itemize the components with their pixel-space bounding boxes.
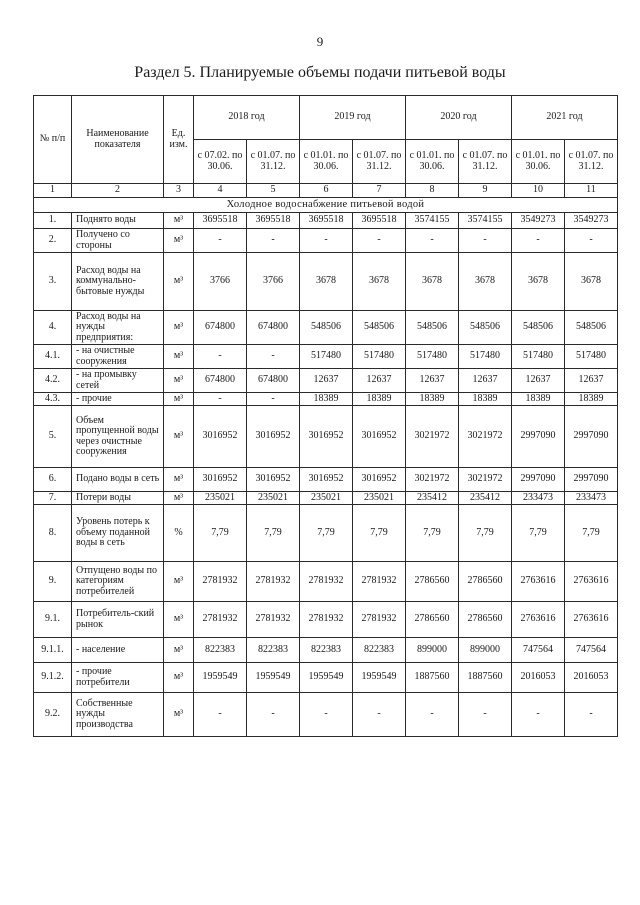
header-period: с 01.07. по 31.12. — [247, 140, 300, 184]
row-value: 3016952 — [247, 406, 300, 468]
row-value: - — [459, 693, 512, 737]
row-value: 233473 — [512, 492, 565, 505]
row-value: 2763616 — [512, 562, 565, 602]
row-value: 3766 — [247, 253, 300, 311]
row-value: 674800 — [247, 369, 300, 393]
row-unit: м³ — [164, 311, 194, 345]
row-number: 9.1.1. — [34, 638, 72, 663]
row-value: 1959549 — [353, 663, 406, 693]
row-value: 3016952 — [247, 468, 300, 492]
row-name: Расход воды на коммунально-бытовые нужды — [72, 253, 164, 311]
row-value: 12637 — [353, 369, 406, 393]
row-value: - — [247, 693, 300, 737]
table-row — [34, 253, 618, 311]
row-value: 822383 — [247, 638, 300, 663]
row-value: 18389 — [406, 393, 459, 406]
row-value: - — [247, 393, 300, 406]
row-value: - — [247, 345, 300, 369]
row-value: 3021972 — [459, 406, 512, 468]
row-value: - — [512, 693, 565, 737]
row-name: Объем пропущенной воды через очистные сооружения — [72, 406, 164, 468]
row-value: 3021972 — [406, 468, 459, 492]
row-value: 3678 — [459, 253, 512, 311]
row-value: 517480 — [353, 345, 406, 369]
row-value: 3549273 — [565, 213, 618, 229]
page-title: Раздел 5. Планируемые объемы подачи питьевой воды — [134, 64, 506, 81]
row-value: 3574155 — [406, 213, 459, 229]
row-value: 2763616 — [565, 602, 618, 638]
row-value: 18389 — [459, 393, 512, 406]
col-index: 1 — [34, 184, 72, 198]
row-value: - — [194, 393, 247, 406]
row-value: 822383 — [194, 638, 247, 663]
row-value: 235412 — [459, 492, 512, 505]
row-value: 517480 — [512, 345, 565, 369]
col-index: 2 — [72, 184, 164, 198]
row-value: - — [194, 693, 247, 737]
row-value: 2786560 — [406, 602, 459, 638]
row-value: 3678 — [565, 253, 618, 311]
row-value: - — [406, 693, 459, 737]
table-row — [34, 602, 618, 638]
table-row — [34, 693, 618, 737]
row-value: 2763616 — [565, 562, 618, 602]
row-value: 3695518 — [300, 213, 353, 229]
row-number: 5. — [34, 406, 72, 468]
row-value: 2781932 — [194, 602, 247, 638]
row-unit: м³ — [164, 406, 194, 468]
col-index: 11 — [565, 184, 618, 198]
row-name: - прочие — [72, 393, 164, 406]
table-row — [34, 393, 618, 406]
row-unit: м³ — [164, 638, 194, 663]
row-value: 18389 — [565, 393, 618, 406]
row-value: 747564 — [565, 638, 618, 663]
section-title: Холодное водоснабжение питьевой водой — [34, 198, 618, 213]
row-value: 3678 — [300, 253, 353, 311]
row-value: 3021972 — [459, 468, 512, 492]
row-value: 7,79 — [512, 505, 565, 562]
row-value: - — [300, 229, 353, 253]
row-value: 674800 — [194, 369, 247, 393]
row-value: 548506 — [512, 311, 565, 345]
row-value: 2997090 — [565, 406, 618, 468]
row-value: - — [353, 693, 406, 737]
table-row — [34, 663, 618, 693]
table-row — [34, 406, 618, 468]
table-row — [34, 369, 618, 393]
row-name: Уровень потерь к объему поданной воды в сеть — [72, 505, 164, 562]
table-row — [34, 311, 618, 345]
table-row — [34, 229, 618, 253]
row-unit: м³ — [164, 663, 194, 693]
row-value: 1959549 — [194, 663, 247, 693]
row-value: - — [247, 229, 300, 253]
row-value: 7,79 — [565, 505, 618, 562]
row-value: 18389 — [353, 393, 406, 406]
row-value: 2781932 — [353, 602, 406, 638]
row-value: 3695518 — [247, 213, 300, 229]
row-number: 9.2. — [34, 693, 72, 737]
row-value: 2016053 — [565, 663, 618, 693]
col-index: 9 — [459, 184, 512, 198]
row-value: 674800 — [194, 311, 247, 345]
row-number: 3. — [34, 253, 72, 311]
row-value: 235021 — [353, 492, 406, 505]
row-value: 12637 — [459, 369, 512, 393]
header-period: с 01.01. по 30.06. — [300, 140, 353, 184]
header-period: с 01.07. по 31.12. — [353, 140, 406, 184]
row-value: 1959549 — [300, 663, 353, 693]
row-name: Расход воды на нужды предприятия: — [72, 311, 164, 345]
row-value: 548506 — [406, 311, 459, 345]
row-value: 12637 — [565, 369, 618, 393]
col-index: 3 — [164, 184, 194, 198]
row-unit: м³ — [164, 562, 194, 602]
row-value: 3695518 — [353, 213, 406, 229]
row-name: - население — [72, 638, 164, 663]
row-value: - — [194, 229, 247, 253]
row-number: 7. — [34, 492, 72, 505]
row-value: 7,79 — [406, 505, 459, 562]
row-value: - — [459, 229, 512, 253]
header-period: с 01.07. по 31.12. — [565, 140, 618, 184]
row-name: Потребитель-ский рынок — [72, 602, 164, 638]
row-value: 517480 — [565, 345, 618, 369]
row-unit: % — [164, 505, 194, 562]
row-value: 18389 — [300, 393, 353, 406]
row-value: 747564 — [512, 638, 565, 663]
header-year-2021: 2021 год — [512, 96, 618, 140]
row-value: 2786560 — [459, 562, 512, 602]
col-index: 7 — [353, 184, 406, 198]
row-value: 7,79 — [459, 505, 512, 562]
header-period: с 07.02. по 30.06. — [194, 140, 247, 184]
page-number: 9 — [316, 34, 324, 49]
row-value: 3016952 — [353, 468, 406, 492]
row-number: 6. — [34, 468, 72, 492]
header-year-2018: 2018 год — [194, 96, 300, 140]
row-name: Потери воды — [72, 492, 164, 505]
row-number: 8. — [34, 505, 72, 562]
water-supply-table — [33, 95, 618, 737]
row-number: 9. — [34, 562, 72, 602]
row-unit: м³ — [164, 253, 194, 311]
row-value: 899000 — [459, 638, 512, 663]
row-name: Получено со стороны — [72, 229, 164, 253]
row-number: 4.3. — [34, 393, 72, 406]
row-value: 548506 — [459, 311, 512, 345]
row-value: 1887560 — [406, 663, 459, 693]
row-value: 2786560 — [406, 562, 459, 602]
row-number: 4. — [34, 311, 72, 345]
row-unit: м³ — [164, 693, 194, 737]
row-value: 7,79 — [353, 505, 406, 562]
row-value: 3695518 — [194, 213, 247, 229]
header-name: Наименование показателя — [72, 96, 164, 184]
row-value: 2997090 — [512, 406, 565, 468]
row-unit: м³ — [164, 213, 194, 229]
row-value: 517480 — [300, 345, 353, 369]
col-index: 5 — [247, 184, 300, 198]
row-value: - — [565, 229, 618, 253]
row-value: 3766 — [194, 253, 247, 311]
row-value: 548506 — [300, 311, 353, 345]
row-unit: м³ — [164, 345, 194, 369]
row-value: 235412 — [406, 492, 459, 505]
row-value: 1887560 — [459, 663, 512, 693]
table-row — [34, 492, 618, 505]
header-period: с 01.07. по 31.12. — [459, 140, 512, 184]
row-value: 235021 — [194, 492, 247, 505]
table-row — [34, 213, 618, 229]
row-name: Собственные нужды производства — [72, 693, 164, 737]
row-value: 12637 — [406, 369, 459, 393]
col-index: 10 — [512, 184, 565, 198]
row-value: 3549273 — [512, 213, 565, 229]
row-value: 3678 — [512, 253, 565, 311]
row-value: - — [353, 229, 406, 253]
row-value: - — [194, 345, 247, 369]
row-value: 3016952 — [300, 406, 353, 468]
row-value: 2781932 — [353, 562, 406, 602]
row-unit: м³ — [164, 393, 194, 406]
row-name: - на очистные сооружения — [72, 345, 164, 369]
row-value: 2997090 — [565, 468, 618, 492]
row-number: 1. — [34, 213, 72, 229]
row-number: 9.1.2. — [34, 663, 72, 693]
row-value: 2781932 — [194, 562, 247, 602]
row-unit: м³ — [164, 369, 194, 393]
row-value: 12637 — [300, 369, 353, 393]
header-num: № п/п — [34, 96, 72, 184]
col-index: 4 — [194, 184, 247, 198]
row-unit: м³ — [164, 229, 194, 253]
col-index: 6 — [300, 184, 353, 198]
table-row — [34, 505, 618, 562]
header-year-2019: 2019 год — [300, 96, 406, 140]
header-period: с 01.01. по 30.06. — [512, 140, 565, 184]
table-row — [34, 468, 618, 492]
row-name: - на промывку сетей — [72, 369, 164, 393]
row-value: 2781932 — [247, 562, 300, 602]
row-value: 3021972 — [406, 406, 459, 468]
header-unit: Ед. изм. — [164, 96, 194, 184]
row-value: 12637 — [512, 369, 565, 393]
row-value: 822383 — [353, 638, 406, 663]
row-value: 517480 — [406, 345, 459, 369]
row-value: 517480 — [459, 345, 512, 369]
row-value: 548506 — [353, 311, 406, 345]
header-year-2020: 2020 год — [406, 96, 512, 140]
row-value: 2781932 — [300, 562, 353, 602]
row-number: 2. — [34, 229, 72, 253]
row-value: - — [565, 693, 618, 737]
row-value: 1959549 — [247, 663, 300, 693]
row-number: 4.2. — [34, 369, 72, 393]
row-value: 7,79 — [194, 505, 247, 562]
header-period: с 01.01. по 30.06. — [406, 140, 459, 184]
row-value: 822383 — [300, 638, 353, 663]
row-value: 2763616 — [512, 602, 565, 638]
row-value: 3678 — [406, 253, 459, 311]
row-value: 3574155 — [459, 213, 512, 229]
row-value: 2016053 — [512, 663, 565, 693]
row-value: 2786560 — [459, 602, 512, 638]
row-value: 235021 — [247, 492, 300, 505]
row-value: 3016952 — [300, 468, 353, 492]
row-number: 4.1. — [34, 345, 72, 369]
col-index: 8 — [406, 184, 459, 198]
row-value: 2997090 — [512, 468, 565, 492]
row-value: - — [406, 229, 459, 253]
row-unit: м³ — [164, 602, 194, 638]
row-value: 235021 — [300, 492, 353, 505]
row-value: - — [512, 229, 565, 253]
row-value: - — [300, 693, 353, 737]
row-name: Подано воды в сеть — [72, 468, 164, 492]
row-value: 7,79 — [247, 505, 300, 562]
row-unit: м³ — [164, 468, 194, 492]
table-row — [34, 638, 618, 663]
row-value: 2781932 — [300, 602, 353, 638]
row-value: 7,79 — [300, 505, 353, 562]
row-unit: м³ — [164, 492, 194, 505]
row-name: Отпущено воды по категориям потребителей — [72, 562, 164, 602]
table-row — [34, 345, 618, 369]
row-value: 899000 — [406, 638, 459, 663]
row-name: Поднято воды — [72, 213, 164, 229]
row-name: - прочие потребители — [72, 663, 164, 693]
row-value: 2781932 — [247, 602, 300, 638]
row-value: 3016952 — [353, 406, 406, 468]
row-value: 3016952 — [194, 468, 247, 492]
row-value: 548506 — [565, 311, 618, 345]
table-row — [34, 562, 618, 602]
row-value: 233473 — [565, 492, 618, 505]
row-value: 674800 — [247, 311, 300, 345]
row-number: 9.1. — [34, 602, 72, 638]
row-value: 18389 — [512, 393, 565, 406]
row-value: 3678 — [353, 253, 406, 311]
row-value: 3016952 — [194, 406, 247, 468]
